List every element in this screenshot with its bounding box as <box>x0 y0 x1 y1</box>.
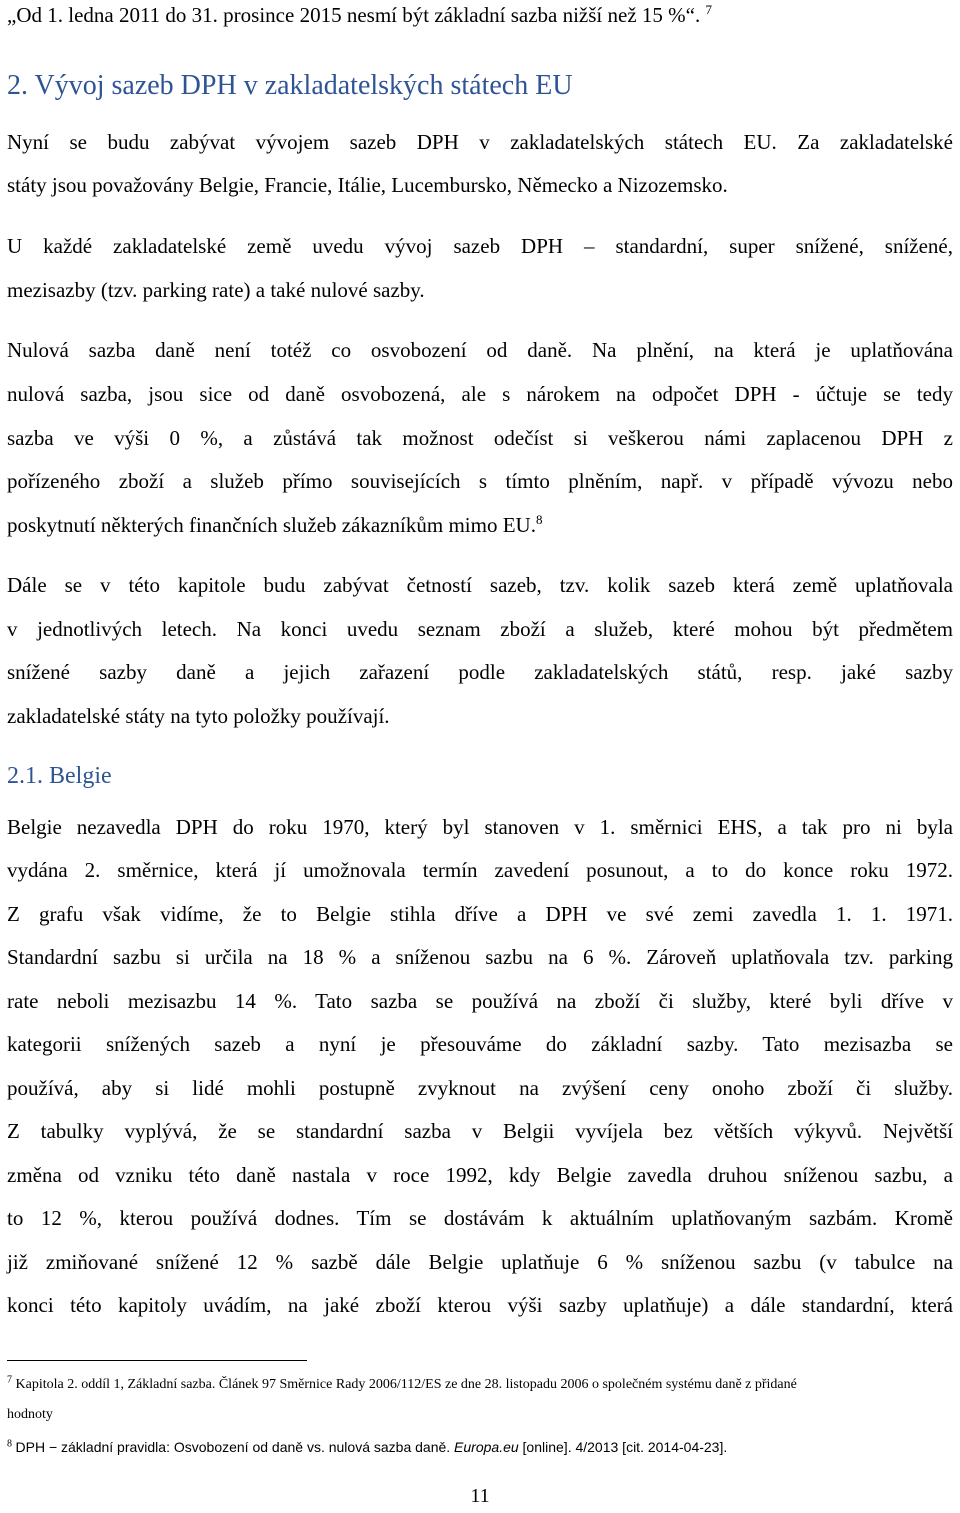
paragraph-line: Belgie nezavedla DPH do roku 1970, který byl stanoven v 1. směrnici EHS, a tak pro ni byla <box>7 815 953 839</box>
footnote-number: 7 <box>7 1374 12 1386</box>
paragraph-line: Dále se v této kapitole budu zabývat četností sazeb, tzv. kolik sazeb která země uplatňovala <box>7 573 953 597</box>
paragraph-line: v jednotlivých letech. Na konci uvedu seznam zboží a služeb, které mohou být předmětem <box>7 617 953 641</box>
footnote-text: DPH − základní pravidla: Osvobození od daně vs. nulová sazba daně. <box>15 1439 455 1455</box>
footnote-source-title: Europa.eu <box>454 1439 519 1455</box>
paragraph-line: používá, aby si lidé mohli postupně zvyknout na zvýšení ceny onoho zboží či služby. <box>7 1076 953 1100</box>
paragraph-line: snížené sazby daně a jejich zařazení podle zakladatelských států, resp. jaké sazby <box>7 660 953 684</box>
paragraph-line <box>7 512 953 538</box>
section-heading: 2. Vývoj sazeb DPH v zakladatelských státech EU <box>7 70 573 101</box>
paragraph-line: změna od vzniku této daně nastala v roce 1992, kdy Belgie zavedla druhou sníženou sazbu, a <box>7 1163 953 1187</box>
paragraph-line: Z grafu však vidíme, že to Belgie stihla dříve a DPH ve své zemi zavedla 1. 1. 1971. <box>7 902 953 926</box>
footnote-number: 8 <box>7 1438 12 1450</box>
paragraph-line: Z tabulky vyplývá, že se standardní sazba v Belgii vyvíjela bez větších výkyvů. Největší <box>7 1119 953 1143</box>
paragraph-line: Standardní sazbu si určila na 18 % a sníženou sazbu na 6 %. Zároveň uplatňovala tzv. parking <box>7 945 953 969</box>
paragraph-line: pořízeného zboží a služeb přímo souvisejících s tímto plněním, např. v případě vývozu nebo <box>7 469 953 493</box>
paragraph-line: Nulová sazba daně není totéž co osvobození od daně. Na plnění, na která je uplatňována <box>7 338 953 362</box>
footnote-7 <box>7 1376 953 1394</box>
footnote-separator <box>7 1360 307 1361</box>
paragraph-line: to 12 %, kterou používá dodnes. Tím se dostávám k aktuálním uplatňovaným sazbám. Kromě <box>7 1206 953 1230</box>
paragraph-line: konci této kapitoly uvádím, na jaké zboží kterou výši sazby uplatňuje) a dále standardní, která <box>7 1293 953 1317</box>
footnote-ref-8: 8 <box>535 512 543 527</box>
paragraph-line: U každé zakladatelské země uvedu vývoj sazeb DPH – standardní, super snížené, snížené, <box>7 234 953 258</box>
paragraph-line: kategorii snížených sazeb a nyní je přesouváme do základní sazby. Tato mezisazba se <box>7 1032 953 1056</box>
paragraph-text: poskytnutí některých finančních služeb zákazníkům mimo EU. <box>7 513 536 537</box>
footnote-8 <box>7 1438 953 1458</box>
paragraph-line: nulová sazba, jsou sice od daně osvobozená, ale s nárokem na odpočet DPH - účtuje se tedy <box>7 382 953 406</box>
paragraph-line: mezisazby (tzv. parking rate) a také nulové sazby. <box>7 278 425 302</box>
paragraph-line: zakladatelské státy na tyto položky používají. <box>7 704 390 728</box>
paragraph-line: státy jsou považovány Belgie, Francie, Itálie, Lucembursko, Německo a Nizozemsko. <box>7 173 728 197</box>
paragraph-line: sazba ve výši 0 %, a zůstává tak možnost odečíst si veškerou námi zaplacenou DPH z <box>7 426 953 450</box>
footnote-text: [online]. 4/2013 [cit. 2014-04-23]. <box>518 1439 728 1455</box>
quote-text: „Od 1. ledna 2011 do 31. prosince 2015 nesmí být základní sazba nižší než 15 %“. <box>7 3 701 27</box>
footnote-text: Kapitola 2. oddíl 1, Základní sazba. Článek 97 Směrnice Rady 2006/112/ES ze dne 28. listopadu 2006 o společném systému daně z přidané <box>15 1377 797 1392</box>
subsection-heading: 2.1. Belgie <box>7 763 112 789</box>
paragraph-line: vydána 2. směrnice, která jí umožnovala termín zavedení posunout, a to do konce roku 1972. <box>7 858 953 882</box>
paragraph-line: rate neboli mezisazbu 14 %. Tato sazba se používá na zboží či služby, které byli dříve v <box>7 989 953 1013</box>
footnote-ref-7: 7 <box>705 2 712 17</box>
paragraph-line: již zmiňované snížené 12 % sazbě dále Belgie uplatňuje 6 % sníženou sazbu (v tabulce na <box>7 1250 953 1274</box>
footnote-7-continuation: hodnoty <box>7 1407 53 1422</box>
paragraph-line: Nyní se budu zabývat vývojem sazeb DPH v zakladatelských státech EU. Za zakladatelské <box>7 130 953 154</box>
page-number: 11 <box>470 1485 490 1507</box>
quote-line <box>7 2 953 28</box>
